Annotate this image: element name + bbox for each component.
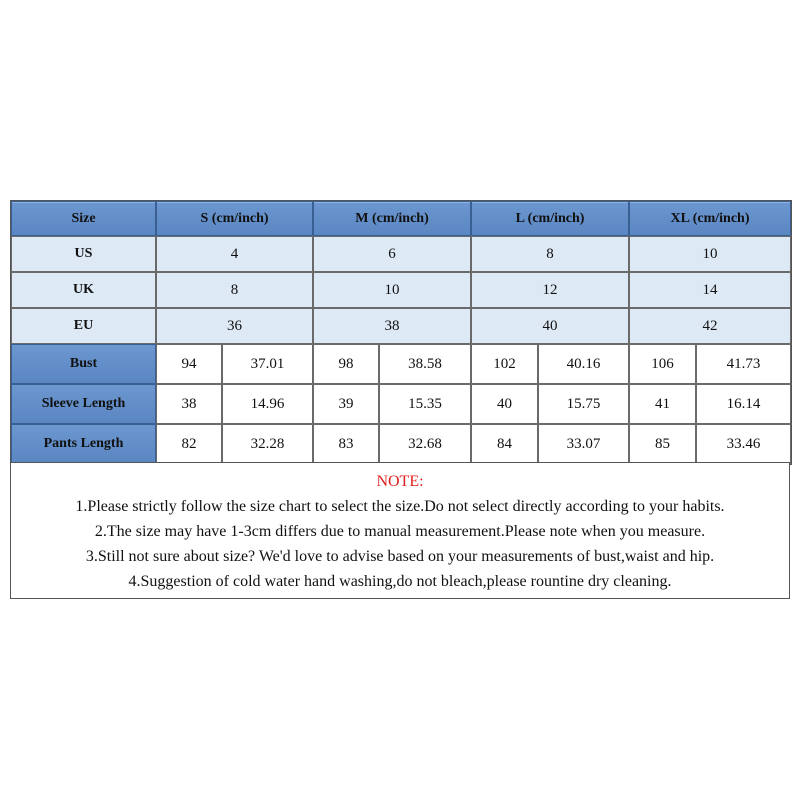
table-cell: 4 xyxy=(156,236,313,272)
size-column-xl: XL (cm/inch) xyxy=(629,201,791,236)
row-label-bust: Bust xyxy=(11,344,156,384)
row-label-sleeve-length: Sleeve Length xyxy=(11,384,156,424)
eu-row xyxy=(11,308,791,344)
note-line-4: 4.Suggestion of cold water hand washing,do not bleach,please rountine dry cleaning. xyxy=(128,573,672,590)
us-row xyxy=(11,236,791,272)
table-cell: 8 xyxy=(156,272,313,308)
cm-cell: 39 xyxy=(313,384,379,424)
size-column-l: L (cm/inch) xyxy=(471,201,629,236)
size-header-cell: Size xyxy=(11,201,156,236)
cm-cell: 82 xyxy=(156,424,222,464)
cm-cell: 94 xyxy=(156,344,222,384)
bust-row xyxy=(11,344,791,384)
cm-cell: 84 xyxy=(471,424,538,464)
note-title: NOTE: xyxy=(376,473,424,490)
row-label-eu: EU xyxy=(11,308,156,344)
inch-cell: 16.14 xyxy=(696,384,791,424)
cm-cell: 38 xyxy=(156,384,222,424)
inch-cell: 41.73 xyxy=(696,344,791,384)
inch-cell: 37.01 xyxy=(222,344,313,384)
cm-cell: 85 xyxy=(629,424,696,464)
row-label-us: US xyxy=(11,236,156,272)
cm-cell: 41 xyxy=(629,384,696,424)
uk-row xyxy=(11,272,791,308)
table-cell: 10 xyxy=(629,236,791,272)
size-column-s: S (cm/inch) xyxy=(156,201,313,236)
table-cell: 10 xyxy=(313,272,471,308)
note-line-1: 1.Please strictly follow the size chart to select the size.Do not select directly according to your habits. xyxy=(75,498,725,515)
notes-box xyxy=(10,462,790,599)
table-cell: 40 xyxy=(471,308,629,344)
cm-cell: 102 xyxy=(471,344,538,384)
inch-cell: 40.16 xyxy=(538,344,629,384)
inch-cell: 15.35 xyxy=(379,384,471,424)
size-column-m: M (cm/inch) xyxy=(313,201,471,236)
table-cell: 42 xyxy=(629,308,791,344)
note-line-3: 3.Still not sure about size? We'd love to advise based on your measurements of bust,waist and hip. xyxy=(85,548,715,565)
table-cell: 12 xyxy=(471,272,629,308)
inch-cell: 32.28 xyxy=(222,424,313,464)
row-label-uk: UK xyxy=(11,272,156,308)
inch-cell: 14.96 xyxy=(222,384,313,424)
inch-cell: 32.68 xyxy=(379,424,471,464)
size-chart-table xyxy=(10,200,792,465)
table-cell: 6 xyxy=(313,236,471,272)
cm-cell: 98 xyxy=(313,344,379,384)
cm-cell: 83 xyxy=(313,424,379,464)
pants-length-row xyxy=(11,424,791,464)
note-line-2: 2.The size may have 1-3cm differs due to manual measurement.Please note when you measure. xyxy=(94,523,706,540)
inch-cell: 15.75 xyxy=(538,384,629,424)
table-cell: 38 xyxy=(313,308,471,344)
header-row xyxy=(11,201,791,236)
row-label-pants-length: Pants Length xyxy=(11,424,156,464)
inch-cell: 33.46 xyxy=(696,424,791,464)
inch-cell: 33.07 xyxy=(538,424,629,464)
sleeve-length-row xyxy=(11,384,791,424)
cm-cell: 106 xyxy=(629,344,696,384)
table-cell: 36 xyxy=(156,308,313,344)
cm-cell: 40 xyxy=(471,384,538,424)
table-cell: 14 xyxy=(629,272,791,308)
inch-cell: 38.58 xyxy=(379,344,471,384)
table-cell: 8 xyxy=(471,236,629,272)
